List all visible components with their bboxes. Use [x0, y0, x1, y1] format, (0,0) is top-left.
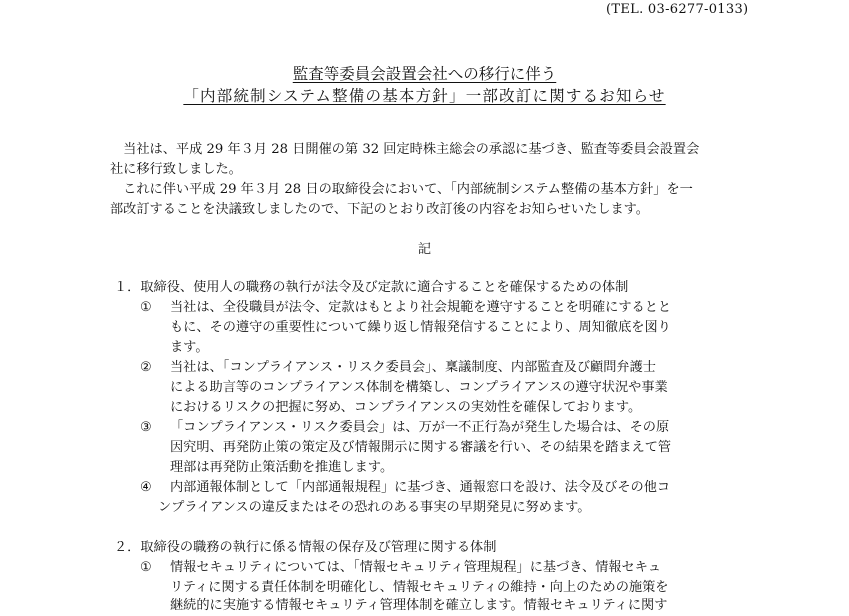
section-2-item-1-line-3: 継続的に実施する情報セキュリティ管理体制を確立します。情報セキュリティに関す	[170, 598, 668, 613]
intro-paragraph-1-line-1: 当社は、平成 29 年３月 28 日開催の第 32 回定時株主総会の承認に基づき、監査等委員会設置会	[110, 142, 700, 157]
section-1-item-1-line-3: ます。	[170, 340, 209, 355]
item-number: ①	[140, 300, 152, 315]
item-number: ④	[140, 480, 152, 495]
document-title-line-2: 「内部統制システム整備の基本方針」一部改訂に関するお知らせ	[183, 87, 666, 105]
item-number: ②	[140, 360, 152, 375]
section-1-item-4-line-1: ④ 内部通報体制として「内部通報規程」に基づき、通報窓口を設け、法令及びその他コ	[140, 478, 670, 498]
intro-paragraph-1-line-2: 社に移行致しました。	[110, 162, 242, 177]
section-1-item-2-line-2: による助言等のコンプライアンス体制を構築し、コンプライアンスの遵守状況や事業	[170, 380, 668, 395]
item-number: ①	[140, 560, 152, 575]
intro-paragraph-2-line-1: これに伴い平成 29 年３月 28 日の取締役会において、「内部統制システム整備の基本方針」を一	[110, 182, 693, 197]
section-2-item-1-line-2: リティに関する責任体制を明確化し、情報セキュリティの維持・向上のための施策を	[170, 580, 669, 595]
ki-heading: 記	[417, 242, 432, 257]
intro-paragraph-2-line-2: 部改訂することを決議致しましたので、下記のとおり改訂後の内容をお知らせいたします。	[110, 202, 649, 217]
section-1-item-3-line-2: 因究明、再発防止策の策定及び情報開示に関する審議を行い、その結果を踏まえて管	[170, 440, 672, 455]
section-1-item-4-line-2: ンプライアンスの違反またはその恐れのある事実の早期発見に努めます。	[158, 500, 591, 515]
section-1-item-3-line-3: 理部は再発防止策活動を推進します。	[170, 460, 394, 475]
section-1-item-2-line-3: におけるリスクの把握に努め、コンプライアンスの実効性を確保しております。	[170, 400, 642, 415]
item-number: ③	[140, 420, 152, 435]
section-1-item-1-line-2: もに、その遵守の重要性について繰り返し情報発信することにより、周知徹底を図り	[170, 320, 671, 335]
section-2-heading: ２．取締役の職務の執行に係る情報の保存及び管理に関する体制	[114, 540, 497, 555]
section-1-heading: １．取締役、使用人の職務の執行が法令及び定款に適合することを確保するための体制	[114, 280, 629, 295]
section-1-item-3-line-1: ③ 「コンプライアンス・リスク委員会」は、万が一不正行為が発生した場合は、その原	[140, 418, 669, 438]
section-2-item-1-line-1: ① 情報セキュリティについては、「情報セキュリティ管理規程」に基づき、情報セキュ	[140, 558, 661, 578]
section-1-item-2-line-1: ② 当社は、「コンプライアンス・リスク委員会」、稟議制度、内部監査及び顧問弁護士	[140, 358, 656, 378]
document-title-line-1: 監査等委員会設置会社への移行に伴う	[292, 65, 557, 83]
telephone-number: (TEL. 03-6277-0133)	[606, 2, 749, 17]
section-1-item-1-line-1: ① 当社は、全役職員が法令、定款はもとより社会規範を遵守することを明確にするとと	[140, 298, 671, 318]
